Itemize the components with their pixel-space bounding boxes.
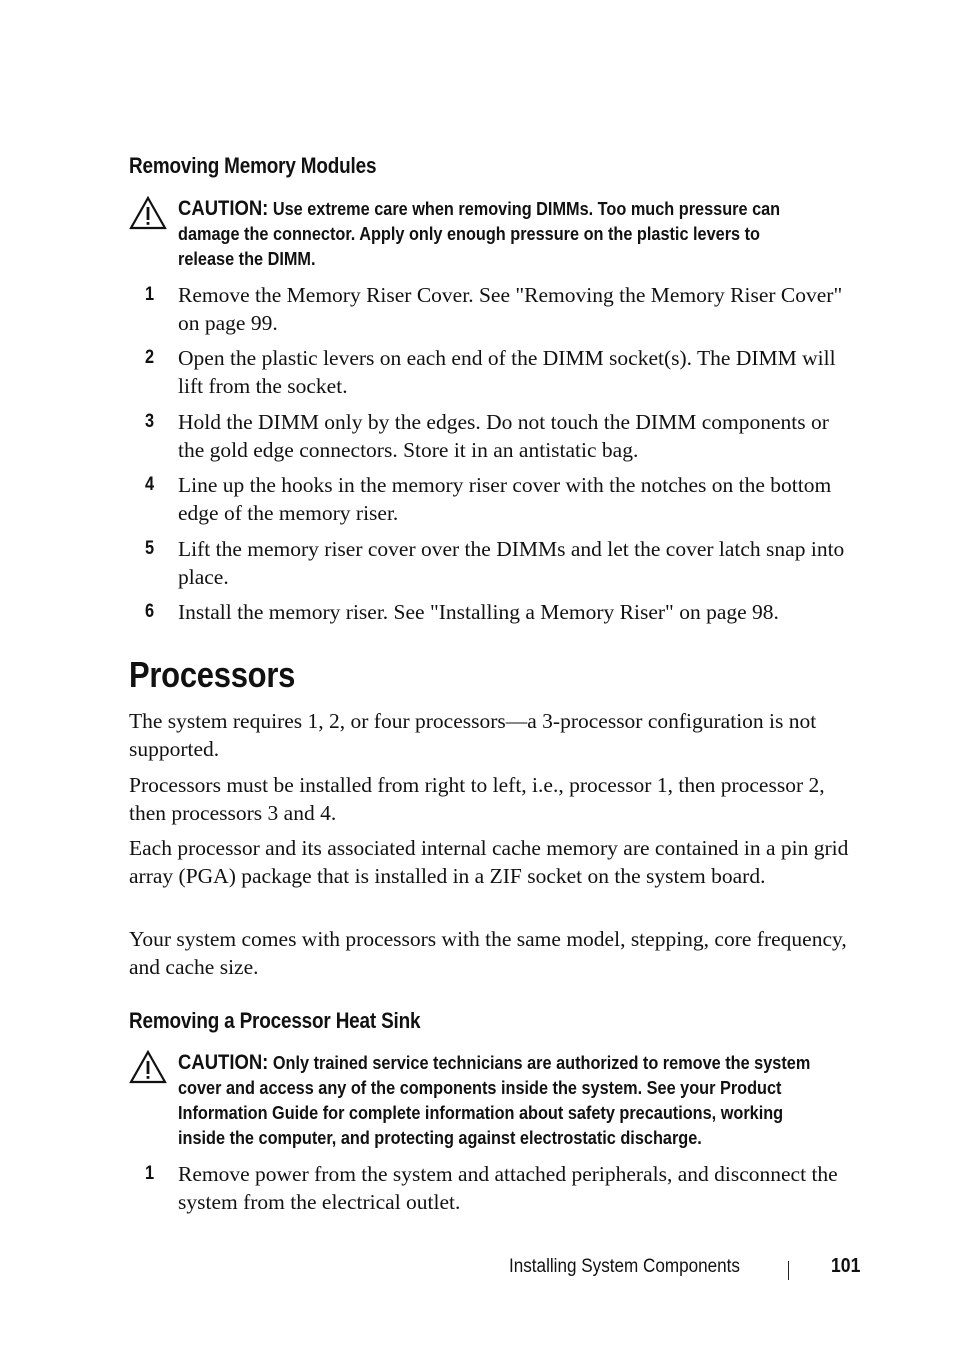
caution-text xyxy=(178,196,812,271)
caution-label: CAUTION: xyxy=(178,1051,269,1074)
step-number: 2 xyxy=(145,347,155,368)
page-number: 101 xyxy=(831,1255,861,1277)
step-number: 5 xyxy=(145,538,155,559)
paragraph: Processors must be installed from right to left, i.e., processor 1, then processor 2, then processors 3 and 4. xyxy=(129,773,825,825)
section-heading-removing-heat-sink: Removing a Processor Heat Sink xyxy=(129,1008,421,1033)
chapter-heading-processors: Processors xyxy=(129,654,296,695)
step-text: Remove the Memory Riser Cover. See "Removing the Memory Riser Cover" on page 99. xyxy=(178,283,843,335)
step-text: Hold the DIMM only by the edges. Do not touch the DIMM components or the gold edge connectors. Store it in an antistatic bag. xyxy=(178,410,829,462)
caution-body: Only trained service technicians are authorized to remove the system cover and access any of the components inside the system. See your Product Information Guide for complete information about safety precautions, working inside the computer, and protecting against electrostatic discharge. xyxy=(178,1052,811,1148)
footer-section-title: Installing System Components xyxy=(509,1256,740,1277)
section-heading-removing-memory: Removing Memory Modules xyxy=(129,153,377,178)
step-text: Install the memory riser. See "Installing a Memory Riser" on page 98. xyxy=(178,600,779,624)
step-number: 4 xyxy=(145,474,155,495)
caution-label: CAUTION: xyxy=(178,197,269,220)
step-number: 3 xyxy=(145,411,155,432)
step-text: Open the plastic levers on each end of the DIMM socket(s). The DIMM will lift from the socket. xyxy=(178,346,836,398)
paragraph: Your system comes with processors with the same model, stepping, core frequency, and cache size. xyxy=(129,927,847,979)
warning-triangle-icon xyxy=(129,1050,167,1084)
footer-divider xyxy=(788,1261,789,1280)
step-number: 1 xyxy=(145,284,155,305)
caution-body: Use extreme care when removing DIMMs. Too much pressure can damage the connector. Apply only enough pressure on the plastic levers to release the DIMM. xyxy=(178,198,781,269)
caution-text xyxy=(178,1050,812,1150)
paragraph: Each processor and its associated internal cache memory are contained in a pin grid array (PGA) package that is installed in a ZIF socket on the system board. xyxy=(129,836,849,888)
step-text: Remove power from the system and attached peripherals, and disconnect the system from the electrical outlet. xyxy=(178,1162,838,1214)
step-number: 6 xyxy=(145,601,155,622)
step-text: Lift the memory riser cover over the DIMMs and let the cover latch snap into place. xyxy=(178,537,845,589)
paragraph: The system requires 1, 2, or four processors—a 3-processor configuration is not supported. xyxy=(129,709,817,761)
warning-triangle-icon xyxy=(129,196,167,230)
step-number: 1 xyxy=(145,1163,155,1184)
step-text: Line up the hooks in the memory riser cover with the notches on the bottom edge of the memory riser. xyxy=(178,473,832,525)
